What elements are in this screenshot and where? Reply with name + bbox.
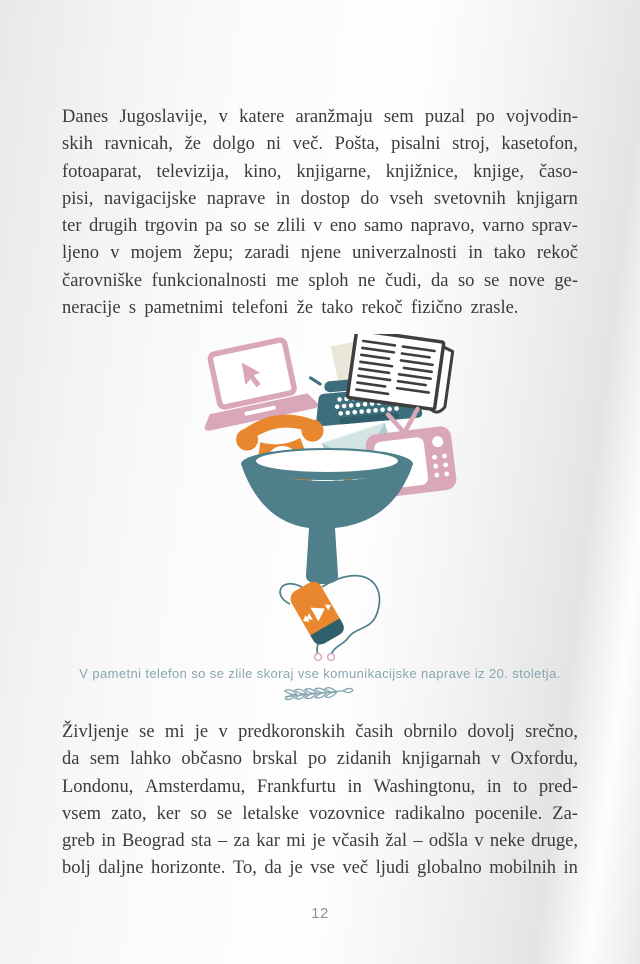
text-line: Danes Jugoslavije, v katere aranžmaju sem puzal po vojvodin-: [62, 107, 578, 127]
text-line: fotoaparat, televizija, kino, knjigarne, knjižnice, knjige, časo-: [62, 161, 578, 182]
text-line: skih ravnicah, že dolgo ni več. Pošta, pisalni stroj, kasetofon,: [62, 134, 578, 155]
paragraph-1: [62, 104, 578, 322]
text-line: pisi, navigacijske naprave in dostop do vseh svetovnih knjigarn: [62, 188, 578, 209]
laurel-branch-icon: [277, 684, 363, 702]
paragraph-2: [62, 719, 578, 883]
text-line: vsem zato, ker so se letalske vozovnice radikalno pocenile. Za-: [62, 803, 578, 824]
illustration-caption: V pametni telefon so se zlile skoraj vse komunikacijske naprave iz 20. stoletja.: [79, 666, 561, 681]
text-line: greb in Beograd sta – za kar mi je včasih žal – odšla v neke druge,: [62, 831, 578, 852]
text-line: bolj daljne horizonte. To, da je vse več ljudi globalno mobilnih in: [62, 858, 578, 879]
devices-funnel-illustration: [182, 334, 462, 664]
text-line: ter drugih trgovin pa so se zlili v eno samo napravo, varno sprav-: [62, 216, 578, 237]
music-player-icon: [287, 579, 346, 648]
text-line: čarovniške funkcionalnosti me sploh ne čudi, da so se nove ge-: [62, 270, 578, 291]
funnel-icon: [241, 448, 413, 584]
text-line: da sem lahko občasno brskal po zidanih knjigarnah v Oxfordu,: [62, 749, 578, 770]
text-line: Življenje se mi je v predkoronskih časih obrnilo dovolj srečno,: [62, 722, 578, 742]
text-line: ljeno v mojem žepu; zaradi njene univerzalnosti in tako rekoč: [62, 243, 578, 264]
page-number: 12: [311, 905, 329, 922]
illustration-canvas: [182, 334, 462, 664]
text-line: neracije s pametnimi telefoni že tako rekoč fizično zrasle.: [62, 298, 519, 319]
earbuds-icon: [315, 654, 335, 661]
divider: [0, 684, 640, 702]
text-line: Londonu, Amsterdamu, Frankfurtu in Washingtonu, in to pred-: [62, 776, 578, 797]
